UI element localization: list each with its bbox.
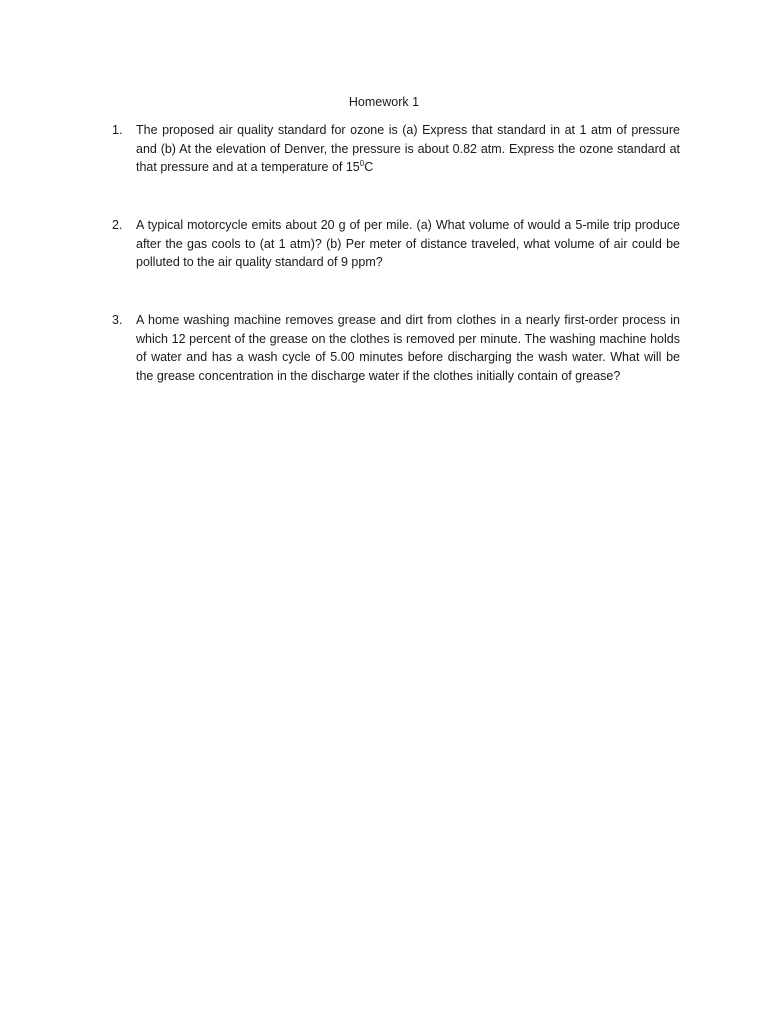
superscript: 0 xyxy=(359,159,365,169)
question-text: A home washing machine removes grease and dirt from clothes in a nearly first-order process in which 12 percent of the grease on the clothes is removed per minute. The washing machine holds of water and has a wash cycle of 5.00 minutes before discharging the wash water. What will be the grease concentration in the discharge water if the clothes initially contain of grease? xyxy=(136,313,680,384)
question-text-unit: C xyxy=(364,160,374,175)
question-text-main: The proposed air quality standard for ozone is (a) Express that standard in at 1 atm of pressure and (b) At the elevation of Denver, the pressure is about 0.82 atm. Express the ozone standard at that pressure and at a temperature of 15 xyxy=(136,123,680,175)
question-text: A typical motorcycle emits about 20 g of per mile. (a) What volume of would a 5-mile trip produce after the gas cools to (at 1 atm)? (b) Per meter of distance traveled, what volume of air could be polluted to the air quality standard of 9 ppm? xyxy=(136,218,680,270)
question-number: 1. xyxy=(112,123,123,137)
question-text xyxy=(136,121,680,177)
document-title: Homework 1 xyxy=(348,95,420,109)
question-number: 2. xyxy=(112,218,123,232)
question-number: 3. xyxy=(112,313,123,327)
